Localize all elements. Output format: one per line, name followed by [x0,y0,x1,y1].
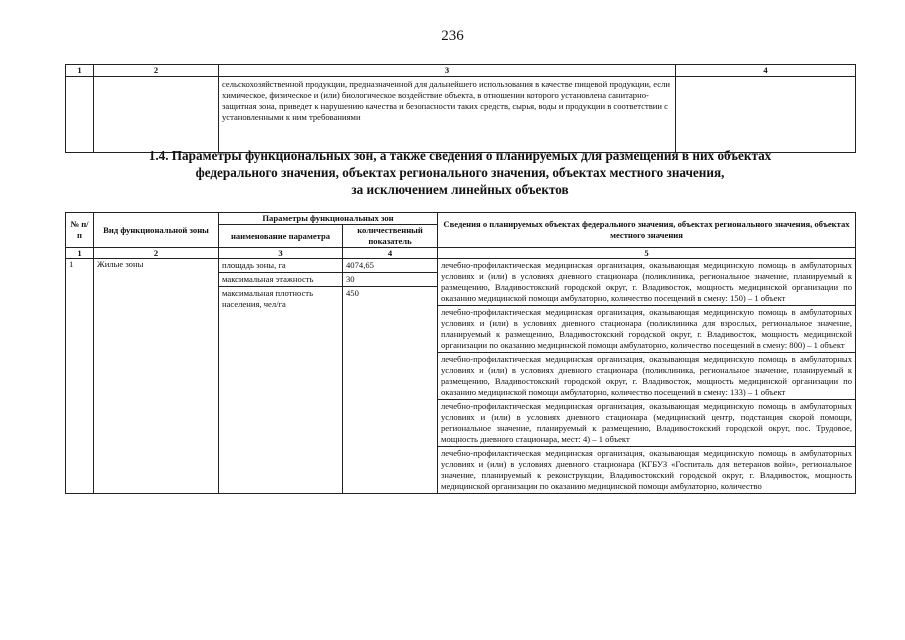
param-value-area: 4074,65 [343,259,437,273]
header-zone-type: Вид функциональной зоны [94,213,219,248]
page-number: 236 [441,28,464,44]
continuation-header-row [66,65,856,77]
planned-object-4: лечебно-профилактическая медицинская организация, оказывающая медицинскую помощь в амбулаторных условиях и (или) в условиях дневного стационара (медицинский центр, подстанция скорой помощи, региональное значение, планируемый к размещению, Владивостокский городской округ, пос. Трудовое, мощность дневного стационара, мест: 4) – 1 объект [438,400,855,447]
param-name-area: площадь зоны, га [219,259,342,273]
continuation-row [66,77,856,153]
row-number: 1 [66,259,94,494]
header-objects: Сведения о планируемых объектах федерального значения, объектах регионального значения, объектах местного значения [438,213,856,248]
planned-object-5: лечебно-профилактическая медицинская организация, оказывающая медицинскую помощь в амбулаторных условиях и (или) в условиях дневного стационара (КГБУЗ «Госпиталь для ветеранов войн», региональное значение, планируемый к реконструкции, Владивостокский городской округ, г. Владивосток, мощность медицинской организации по оказанию медицинской помощи амбулаторно, количество [441,448,852,491]
zones-table [65,212,856,494]
header-param-value: количественный показатель [343,225,438,248]
header-params-group: Параметры функциональных зон [219,213,438,225]
param-values [343,259,438,494]
col-index-3: 3 [219,248,343,259]
param-value-floors: 30 [343,273,437,287]
col-number-4: 4 [676,65,856,77]
col-index-2: 2 [94,248,219,259]
param-name-floors: максимальная этажность [219,273,342,287]
continuation-text: сельскохозяйственной продукции, предназначенной для дальнейшего использования в качестве пищевой продукции, если химическое, физическое и (или) биологическое воздействие объекта, в отношении которого установлена санитарно-защитная зона, приведет к нарушению качества и безопасности таких средств, сырья, воды и продукции в соответствии с установленными к ним требованиями [219,77,676,153]
col-number-3: 3 [219,65,676,77]
col-index-4: 4 [343,248,438,259]
section-title-line-2: федерального значения, объектах регионального значения, объектах местного значения, [195,165,725,180]
param-value-density: 450 [346,288,359,298]
column-numbers-row [66,248,856,259]
col-index-5: 5 [438,248,856,259]
continuation-table [65,64,856,153]
header-row-1 [66,213,856,225]
col-number-1: 1 [66,65,94,77]
col-number-2: 2 [94,65,219,77]
param-name-density: максимальная плотность населения, чел/га [222,288,313,309]
planned-objects [438,259,856,494]
param-names [219,259,343,494]
planned-object-1: лечебно-профилактическая медицинская организация, оказывающая медицинскую помощь в амбулаторных условиях и (или) в условиях дневного стационара (поликлиника, региональное значение, планируемый к размещению, Владивостокский городской округ, г. Владивосток, мощность медицинской организации по оказанию медицинской помощи амбулаторно, количество посещений в смену: 150) – 1 объект [438,259,855,306]
section-title-line-3: за исключением линейных объектов [351,182,569,197]
header-num: № п/п [66,213,94,248]
section-title-line-1: 1.4. Параметры функциональных зон, а также сведения о планируемых для размещения в них объектах [148,148,772,163]
planned-object-3: лечебно-профилактическая медицинская организация, оказывающая медицинскую помощь в амбулаторных условиях и (или) в условиях дневного стационара (поликлиника, региональное значение, планируемый к размещению, Владивостокский городской округ, г. Владивосток, мощность медицинской организации по оказанию медицинской помощи амбулаторно, количество посещений в смену: 133) – 1 объект [438,353,855,400]
table-row [66,259,856,494]
zone-type: Жилые зоны [94,259,219,494]
header-param-name: наименование параметра [219,225,343,248]
planned-object-2: лечебно-профилактическая медицинская организация, оказывающая медицинскую помощь в амбулаторных условиях и (или) в условиях дневного стационара (поликлиника для взрослых, региональное значение, планируемый к размещению, Владивостокский городской округ, г. Владивосток, мощность медицинской организации по оказанию медицинской помощи амбулаторно, количество посещений в смену: 800) – 1 объект [438,306,855,353]
col-index-1: 1 [66,248,94,259]
section-heading [65,147,855,198]
